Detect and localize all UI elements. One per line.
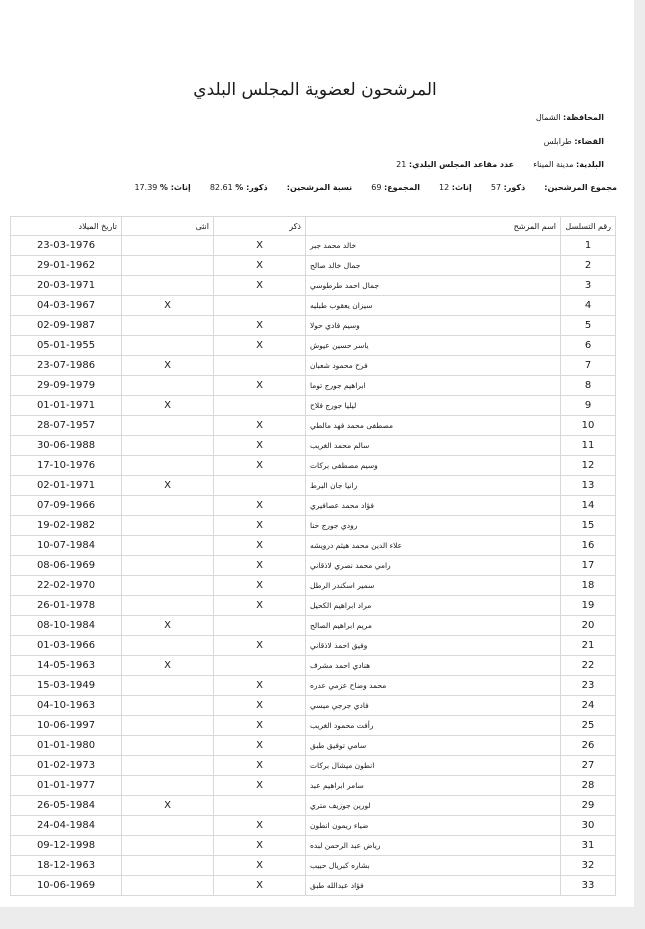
cell-seq: 21 [561,636,616,656]
cell-seq: 13 [561,476,616,496]
cell-male [214,796,306,816]
cell-male: X [214,276,306,296]
header-seq: رقم التسلسل [561,217,616,236]
cell-male [214,296,306,316]
table-row [11,856,616,876]
table-row [11,356,616,376]
cell-female: X [122,616,214,636]
table-row [11,276,616,296]
table-row [11,336,616,356]
sum-value: 69 [371,183,382,192]
header-name: اسم المرشح [306,217,561,236]
table-row [11,776,616,796]
table-row [11,636,616,656]
cell-name: فادي جرجي ميسي [306,696,561,716]
municipality-value: مدينة الميناء [533,160,574,169]
cell-name: ياسر حسين عيوش [306,336,561,356]
cell-dob: 04-03-1967 [11,296,122,316]
table-row [11,796,616,816]
totals-line [134,183,617,192]
cell-dob: 14-05-1963 [11,656,122,676]
table-row [11,376,616,396]
table-row [11,556,616,576]
cell-seq: 18 [561,576,616,596]
table-row [11,496,616,516]
cell-female [122,676,214,696]
cell-seq: 12 [561,456,616,476]
cell-female [122,876,214,896]
females-value: 12 [439,183,450,192]
cell-female: X [122,296,214,316]
cell-female: X [122,796,214,816]
table-body [11,236,616,896]
cell-name: ضياء ريمون انطون [306,816,561,836]
table-row [11,676,616,696]
cell-name: رياض عبد الرحمن لبده [306,836,561,856]
cell-name: جمال احمد طرطوسي [306,276,561,296]
cell-female [122,336,214,356]
cell-dob: 07-09-1966 [11,496,122,516]
table-row [11,836,616,856]
cell-female: X [122,356,214,376]
table-row [11,656,616,676]
district-label: القضاء: [574,137,604,146]
cell-female [122,516,214,536]
table-row [11,296,616,316]
district-line [544,137,604,146]
females-label: إناث: [451,183,472,192]
cell-name: وفيق احمد لاذقاني [306,636,561,656]
cell-male: X [214,596,306,616]
table-row [11,756,616,776]
table-row [11,256,616,276]
table-row [11,696,616,716]
males-label: ذكور: [503,183,526,192]
cell-female [122,776,214,796]
cell-female [122,256,214,276]
cell-name: مصطفى محمد فهد مالطي [306,416,561,436]
table-row [11,596,616,616]
cell-male [214,356,306,376]
table-row [11,316,616,336]
males-value: 57 [490,183,502,192]
cell-male: X [214,376,306,396]
cell-male: X [214,856,306,876]
cell-dob: 26-01-1978 [11,596,122,616]
cell-dob: 05-01-1955 [11,336,122,356]
cell-seq: 9 [561,396,616,416]
cell-female [122,276,214,296]
cell-male: X [214,336,306,356]
cell-dob: 02-09-1987 [11,316,122,336]
table-row [11,436,616,456]
cell-male: X [214,556,306,576]
table-row [11,476,616,496]
cell-dob: 29-09-1979 [11,376,122,396]
cell-male [214,616,306,636]
seats-label: عدد مقاعد المجلس البلدي: [408,160,515,169]
cell-dob: 09-12-1998 [11,836,122,856]
cell-female [122,376,214,396]
cell-dob: 29-01-1962 [11,256,122,276]
cell-name: ليليا جورج فلاح [306,396,561,416]
cell-name: سمير اسكندر الرطل [306,576,561,596]
cell-seq: 20 [561,616,616,636]
cell-male: X [214,816,306,836]
cell-dob: 10-06-1997 [11,716,122,736]
cell-female [122,576,214,596]
cell-name: رودي جورج حنا [306,516,561,536]
cell-name: رامي محمد نصري لاذقاني [306,556,561,576]
cell-dob: 04-10-1963 [11,696,122,716]
cell-female: X [122,656,214,676]
table-row [11,616,616,636]
cell-seq: 14 [561,496,616,516]
cell-name: انطون ميشال بركات [306,756,561,776]
total-label: مجموع المرشحين: [544,183,617,192]
cell-male: X [214,736,306,756]
cell-male: X [214,516,306,536]
cell-dob: 28-07-1957 [11,416,122,436]
cell-seq: 30 [561,816,616,836]
females-pct-label: إناث: % [159,183,191,192]
cell-male: X [214,676,306,696]
cell-male [214,656,306,676]
cell-name: وسيم مصطفى بركات [306,456,561,476]
cell-female: X [122,476,214,496]
cell-male: X [214,416,306,436]
cell-female [122,636,214,656]
cell-female [122,756,214,776]
cell-name: فؤاد محمد عصافيري [306,496,561,516]
cell-male: X [214,776,306,796]
cell-male: X [214,876,306,896]
cell-name: رانيا جان البرط [306,476,561,496]
cell-seq: 22 [561,656,616,676]
cell-male: X [214,576,306,596]
cell-dob: 30-06-1988 [11,436,122,456]
cell-seq: 8 [561,376,616,396]
cell-name: هنادي احمد مشرف [306,656,561,676]
cell-name: رأفت محمود الغريب [306,716,561,736]
cell-female [122,836,214,856]
cell-dob: 26-05-1984 [11,796,122,816]
cell-female [122,316,214,336]
cell-name: جمال خالد صالح [306,256,561,276]
cell-female [122,696,214,716]
document-title: المرشحون لعضوية المجلس البلدي [193,80,437,100]
cell-female [122,816,214,836]
cell-dob: 10-07-1984 [11,536,122,556]
ratio-label: نسبة المرشحين: [286,183,353,192]
cell-female: X [122,396,214,416]
table-header-row [11,217,616,236]
cell-dob: 01-02-1973 [11,756,122,776]
governorate-label: المحافظة: [563,113,604,122]
cell-dob: 02-01-1971 [11,476,122,496]
cell-male: X [214,756,306,776]
cell-name: علاء الدين محمد هيثم درويشه [306,536,561,556]
cell-seq: 23 [561,676,616,696]
cell-name: محمد وضاح عزمي عدره [306,676,561,696]
cell-dob: 08-10-1984 [11,616,122,636]
table-row [11,516,616,536]
cell-male [214,476,306,496]
cell-dob: 24-04-1984 [11,816,122,836]
municipality-label: البلدية: [576,160,604,169]
cell-dob: 23-03-1976 [11,236,122,256]
cell-seq: 6 [561,336,616,356]
governorate-line [536,113,604,122]
cell-seq: 4 [561,296,616,316]
cell-name: سيزان يعقوب طبليه [306,296,561,316]
cell-seq: 27 [561,756,616,776]
cell-male: X [214,716,306,736]
cell-male: X [214,236,306,256]
cell-male: X [214,696,306,716]
cell-female [122,856,214,876]
cell-dob: 17-10-1976 [11,456,122,476]
cell-dob: 19-02-1982 [11,516,122,536]
cell-dob: 10-06-1969 [11,876,122,896]
cell-female [122,416,214,436]
cell-name: فؤاد عبدالله طبق [306,876,561,896]
cell-female [122,456,214,476]
males-pct-label: ذكور: % [235,183,268,192]
cell-dob: 20-03-1971 [11,276,122,296]
cell-name: خالد محمد جبر [306,236,561,256]
table-row [11,396,616,416]
table-row [11,456,616,476]
cell-male: X [214,536,306,556]
cell-male: X [214,316,306,336]
cell-male [214,396,306,416]
district-value: طرابلس [543,137,572,146]
cell-dob: 23-07-1986 [11,356,122,376]
cell-male: X [214,456,306,476]
cell-male: X [214,256,306,276]
table-row [11,536,616,556]
cell-seq: 17 [561,556,616,576]
table-row [11,876,616,896]
cell-seq: 10 [561,416,616,436]
cell-dob: 18-12-1963 [11,856,122,876]
cell-dob: 08-06-1969 [11,556,122,576]
sum-label: المجموع: [384,183,420,192]
cell-name: ابراهيم جورج توما [306,376,561,396]
governorate-value: الشمال [535,113,561,122]
cell-male: X [214,836,306,856]
cell-seq: 11 [561,436,616,456]
cell-dob: 01-01-1977 [11,776,122,796]
cell-seq: 24 [561,696,616,716]
cell-name: سالم محمد الغريب [306,436,561,456]
cell-dob: 01-03-1966 [11,636,122,656]
females-pct-value: 17.39 [134,183,158,192]
table-row [11,576,616,596]
cell-name: وسيم فادي حولا [306,316,561,336]
header-female: انثى [122,217,214,236]
cell-male: X [214,436,306,456]
cell-female [122,556,214,576]
table-row [11,236,616,256]
cell-female [122,596,214,616]
cell-dob: 15-03-1949 [11,676,122,696]
cell-seq: 31 [561,836,616,856]
header-dob: تاريخ الميلاد [11,217,122,236]
cell-seq: 32 [561,856,616,876]
cell-dob: 22-02-1970 [11,576,122,596]
municipality-line [396,160,604,169]
cell-seq: 33 [561,876,616,896]
cell-seq: 7 [561,356,616,376]
cell-seq: 15 [561,516,616,536]
cell-name: بشاره كبريال حبيب [306,856,561,876]
cell-seq: 26 [561,736,616,756]
cell-male: X [214,636,306,656]
cell-female [122,716,214,736]
cell-seq: 29 [561,796,616,816]
cell-name: سامر ابراهيم عبد [306,776,561,796]
cell-dob: 01-01-1971 [11,396,122,416]
table-row [11,816,616,836]
seats-value: 21 [396,160,407,169]
cell-female [122,236,214,256]
cell-seq: 5 [561,316,616,336]
cell-seq: 2 [561,256,616,276]
cell-name: مريم ابراهيم الصالح [306,616,561,636]
cell-seq: 28 [561,776,616,796]
table-row [11,736,616,756]
males-pct-value: 82.61 [209,183,233,192]
cell-name: مراد ابراهيم الكحيل [306,596,561,616]
cell-name: فرح محمود شعبان [306,356,561,376]
cell-female [122,436,214,456]
cell-name: سامي توفيق طبق [306,736,561,756]
header-male: ذكر [214,217,306,236]
table-row [11,716,616,736]
cell-seq: 3 [561,276,616,296]
cell-female [122,496,214,516]
candidates-table [10,216,616,896]
cell-female [122,536,214,556]
cell-seq: 16 [561,536,616,556]
cell-dob: 01-01-1980 [11,736,122,756]
cell-name: لورين جوزيف متري [306,796,561,816]
cell-male: X [214,496,306,516]
cell-seq: 25 [561,716,616,736]
cell-seq: 19 [561,596,616,616]
table-row [11,416,616,436]
cell-seq: 1 [561,236,616,256]
cell-female [122,736,214,756]
